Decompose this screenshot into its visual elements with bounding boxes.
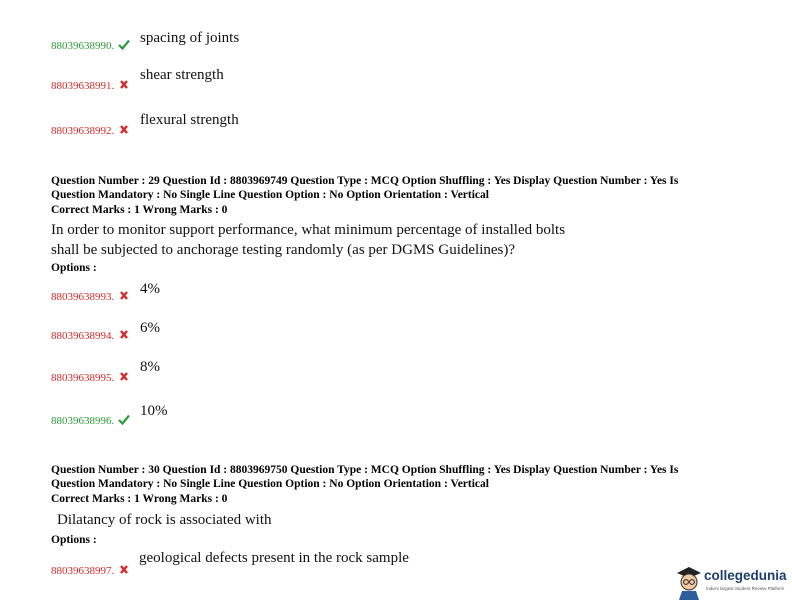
cross-icon [118,564,130,575]
option-row [51,368,130,386]
option-id: 88039638993. [51,291,115,303]
check-icon [118,414,130,425]
option-text: 10% [140,403,168,419]
cross-icon [118,79,130,90]
cross-icon [118,329,130,340]
question-text-line: Dilatancy of rock is associated with [57,512,272,528]
options-label: Options : [51,262,97,274]
question-meta-line: Question Mandatory : No Single Line Question Option : No Option Orientation : Vertical [51,478,489,490]
question-meta [51,174,741,202]
question-text-line: shall be subjected to anchorage testing randomly (as per DGMS Guidelines)? [51,242,516,258]
logo-wordmark: collegedunia [704,568,787,583]
question-text [57,510,272,530]
cross-icon [118,290,130,301]
option-row [51,411,130,429]
option-id: 88039638991. [51,80,115,92]
option-row [51,76,130,94]
option-id: 88039638997. [51,565,115,577]
cross-icon [118,124,130,135]
check-icon [118,39,130,50]
question-meta-line: Question Mandatory : No Single Line Question Option : No Option Orientation : Vertical [51,189,489,201]
option-id: 88039638990. [51,40,115,52]
option-row [51,121,130,139]
option-text: 4% [140,281,160,297]
option-text: shear strength [140,67,224,83]
question-meta [51,463,741,491]
student-mascot-icon [674,564,704,600]
option-id: 88039638994. [51,330,115,342]
option-id: 88039638992. [51,125,115,137]
collegedunia-logo [674,564,786,602]
question-text-line: In order to monitor support performance, what minimum percentage of installed bolts [51,222,566,238]
option-text: flexural strength [140,112,239,128]
option-id: 88039638996. [51,415,115,427]
option-text: 8% [140,359,160,375]
option-row [51,36,130,54]
question-meta-line: Question Number : 30 Question Id : 8803969750 Question Type : MCQ Option Shuffling : Yes Display Question Number : Yes Is [51,464,679,476]
option-text: spacing of joints [140,30,240,46]
option-row [51,287,130,305]
options-label: Options : [51,534,97,546]
option-row [51,326,130,344]
question-marks: Correct Marks : 1 Wrong Marks : 0 [51,204,228,216]
option-text: 6% [140,320,160,336]
logo-tagline: India's largest Student Review Platform [706,586,785,591]
question-meta-line: Question Number : 29 Question Id : 8803969749 Question Type : MCQ Option Shuffling : Yes Display Question Number : Yes Is [51,175,679,187]
question-marks: Correct Marks : 1 Wrong Marks : 0 [51,493,228,505]
option-id: 88039638995. [51,372,115,384]
question-text [51,220,565,260]
option-row [51,561,130,579]
cross-icon [118,371,130,382]
option-text: geological defects present in the rock sample [139,550,409,566]
